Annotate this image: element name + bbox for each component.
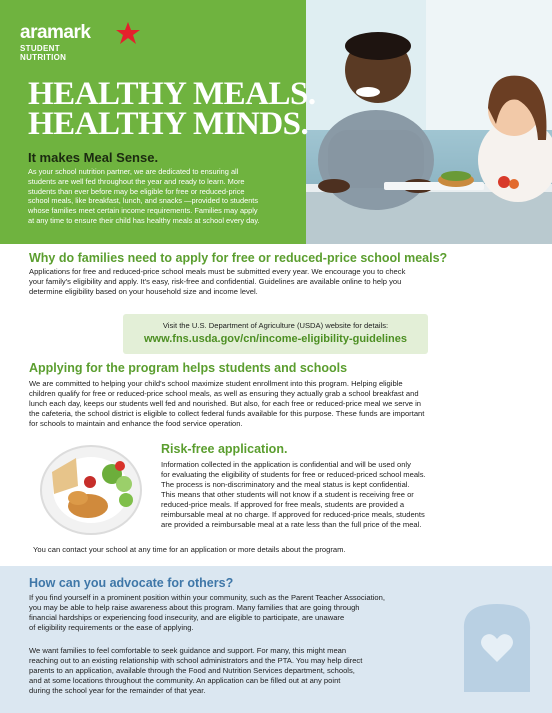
applying-line: We are committed to helping your child's school maximize student enrollment into this program. Helping eligible [29,379,403,388]
advocate-heading: How can you advocate for others? [29,576,234,590]
advocate-paragraph-1 [29,593,449,633]
brand-name: aramark [20,22,91,43]
students-eating-illustration [306,0,552,244]
advocate-line: you may be able to help raise awareness about this program. Many families that are going through [29,603,360,612]
risk-line: for evaluating the eligibility of students for free or reduced-priced school meals. [161,470,426,479]
hero-photo [306,0,552,244]
hero-line: students than ever before may be eligible for free or reduced-price [28,186,245,196]
applying-heading: Applying for the program helps students and schools [29,361,348,375]
headline-line2: HEALTHY MINDS. [28,106,309,142]
risk-line: The process is non-discriminatory and the meal status is kept confidential. [161,480,410,489]
page-title [28,76,328,142]
brand-sub-line1: STUDENT [20,44,60,53]
risk-free-paragraph [161,460,541,530]
advocate-line: parents to an application, available through the Food and Nutrition Services department, schools, [29,666,355,675]
aramark-logo [20,22,90,62]
toast-heart-icon [452,600,542,696]
star-person-icon [114,20,142,46]
applying-line: the cafeteria, the school district is eligible to collect federal funds available for this purpose. These funds are important [29,409,425,418]
hero-line: school meals, like breakfast, lunch, and snacks —provided to students [28,196,259,206]
hero-line: students are well fed throughout the year and ready to learn. More [28,176,245,186]
hero-subtitle: It makes Meal Sense. [28,150,159,165]
why-apply-heading: Why do families need to apply for free or reduced-price school meals? [29,251,448,265]
usda-intro: Visit the U.S. Department of Agriculture (USDA) website for details: [162,321,389,330]
risk-line: Information collected in the application is confidential and will be used only [161,460,411,469]
brand-sub-line2: NUTRITION [20,53,67,62]
why-line: your family's eligibility and apply. It's easy, risk-free and confidential. Guidelines are available online to help you [29,277,402,286]
risk-line: are provided a reimbursable meal at a rate less than the full price of the meal. [161,520,422,529]
risk-line: reduced-price meals. If approved for free meals, students are provided a [161,500,405,509]
advocate-line: of eligibility requirements or the ease of applying. [29,623,194,632]
advocate-line: during the school year for the remainder of that year. [29,686,206,695]
usda-link[interactable]: www.fns.usda.gov/cn/income-eligibility-guidelines [143,333,408,345]
hero-line: As your school nutrition partner, we are dedicated to ensuring all [28,167,239,176]
advocate-line: reaching out to an existing relationship with school administrators and the PTA. You may help direct [29,656,363,665]
headline-line1: HEALTHY MEALS. [28,76,316,112]
applying-paragraph [29,379,539,429]
applying-line: children qualify for free or reduced-price school meals, as well as ensuring they actually grab a school breakfast and [29,389,419,398]
why-line: Applications for free and reduced-price school meals must be submitted every year. We encourage you to check [29,267,406,276]
hero-line: whose families meet certain income requirements. Families may apply [28,206,258,216]
why-line: determine eligibility based on your household size and income level. [29,287,258,296]
advocate-line: We want families to feel comfortable to seek guidance and support. For many, this might mean [29,646,347,655]
risk-line: reimbursable meal at no charge. If approved for reduced-price meals, students [161,510,425,519]
risk-line: This means that other students will not know if a student is receiving free or [161,490,414,499]
applying-line: lunch each day, keeps our students well fed and nourished. But also, for each free or reduced-price meal we serve in [29,399,422,408]
hero-paragraph [28,167,310,226]
contact-line: You can contact your school at any time for an application or more details about the program. [33,545,346,554]
meal-plate-image [38,440,144,536]
advocate-line: and at some locations throughout the community. An application can be filled out at any point [29,676,341,685]
advocate-line: If you find yourself in a prominent position within your community, such as the Parent Teacher Association, [29,593,385,602]
applying-line: for schools to maintain and enhance the food service operation. [29,419,243,428]
usda-callout [123,314,428,354]
why-apply-paragraph [29,267,529,297]
risk-free-heading: Risk-free application. [161,442,288,456]
advocate-paragraph-2 [29,646,449,696]
hero-line: at any time to ensure their child has healthy meals at school every day. [28,215,260,225]
advocate-line: financial hardships or experiencing food insecurity, and are eligible to participate, are unaware [29,613,345,622]
hero-banner [0,0,552,244]
